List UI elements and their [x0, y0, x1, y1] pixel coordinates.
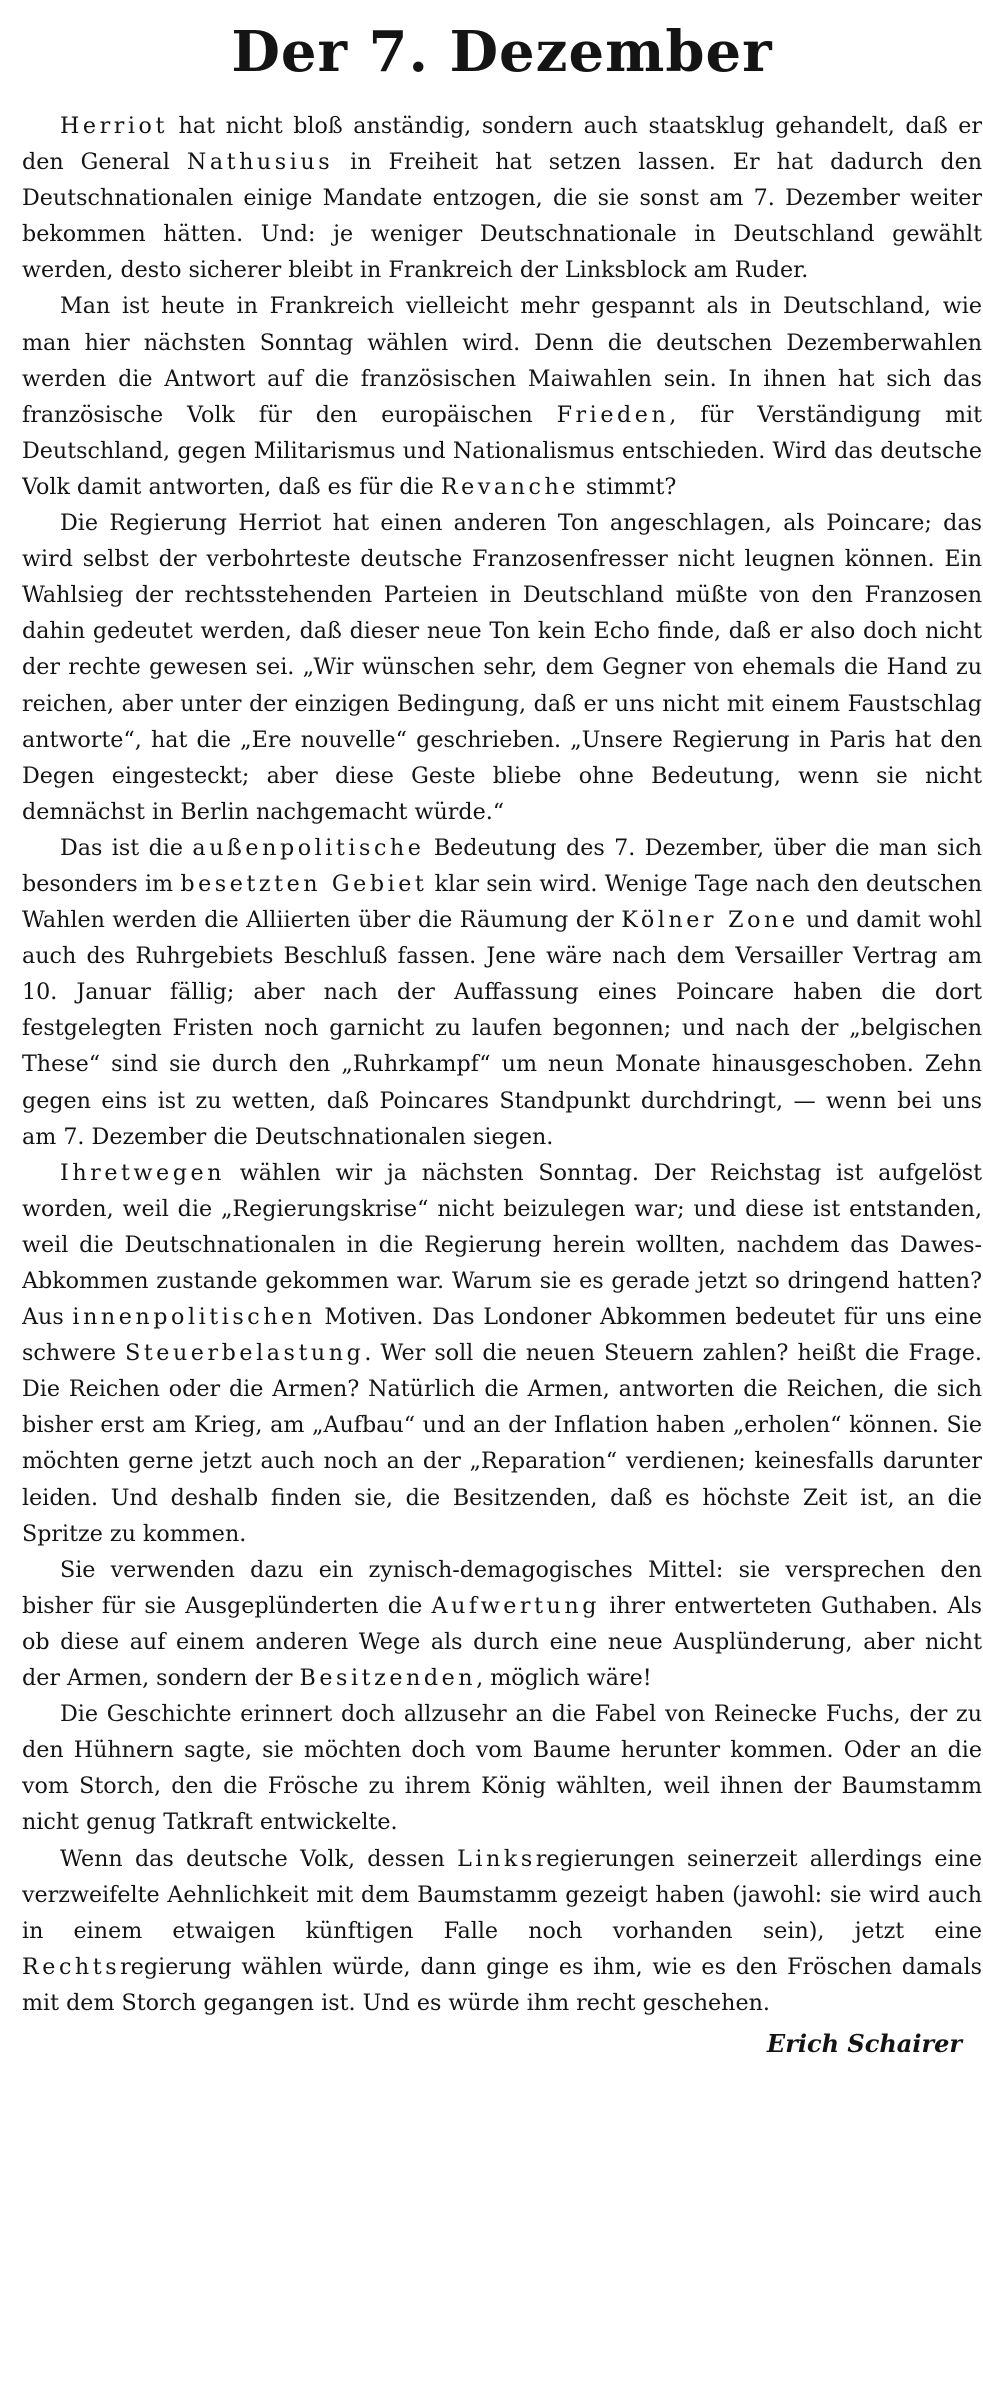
- article-paragraph: [22, 830, 982, 1155]
- paragraph-text: klar sein wird. Wenige Tage nach den deutschen Wahlen werden die Alliierten über die Räumung der: [22, 870, 982, 934]
- newspaper-article: [22, 10, 982, 2395]
- emphasized-term: Ihretwegen: [60, 1159, 225, 1186]
- emphasized-term: Revanche: [440, 473, 579, 500]
- emphasized-term: Besitzenden: [299, 1665, 477, 1692]
- emphasized-term: innenpolitischen: [72, 1304, 316, 1331]
- paragraph-text: Die Geschichte erinnert doch allzusehr an die Fabel von Reinecke Fuchs, der zu den Hühnern sagte, sie möchten doch vom Baume herunter kommen. Oder an die vom Storch, den die Frösche zu ihrem König wählten, weil ihnen der Baumstamm nicht genug Tatkraft entwickelte.: [22, 1701, 982, 1836]
- paragraph-text: Bedeutung des 7. Dezember, über die man sich besonders im: [22, 834, 982, 897]
- article-paragraph: [22, 288, 982, 505]
- paragraph-text: ihrer entwerteten Guthaben. Als ob diese auf einem anderen Wege als durch eine neue Ausplünderung, aber nicht der Armen, sondern der: [22, 1592, 982, 1692]
- author-signature: Erich Schairer: [766, 2028, 962, 2058]
- paragraph-text: Wenn das deutsche Volk, dessen: [60, 1845, 458, 1872]
- article-paragraph: [22, 108, 982, 288]
- paragraph-text: Motiven. Das Londoner Abkommen bedeutet für uns eine schwere: [22, 1304, 982, 1367]
- paragraph-text: , möglich wäre!: [476, 1665, 652, 1692]
- paragraph-text: Das ist die: [60, 834, 193, 861]
- emphasized-term: Frieden: [556, 401, 670, 428]
- paragraph-text: regierung wählen würde, dann ginge es ihm, wie es den Fröschen damals mit dem Storch gegangen ist. Und es würde ihm recht geschehen.: [22, 1953, 982, 2016]
- article-headline: Der 7. Dezember: [231, 19, 773, 85]
- emphasized-term: außenpolitische: [192, 834, 425, 861]
- paragraph-text: regierungen seinerzeit allerdings eine verzweifelte Aehnlichkeit mit dem Baumstamm gezeigt haben (jawohl: sie wird auch in einem etwaigen künftigen Falle noch vorhanden sein), jetzt eine: [22, 1845, 982, 1944]
- paragraph-text: Man ist heute in Frankreich vielleicht mehr gespannt als in Deutschland, wie man hier nächsten Sonntag wählen wird. Denn die deutschen Dezemberwahlen werden die Antwort auf die französischen Maiwahlen sein. In ihnen hat sich das französische Volk für den europäischen: [22, 293, 982, 428]
- paragraph-text: wählen wir ja nächsten Sonntag. Der Reichstag ist aufgelöst worden, weil die „Regierungskrise“ nicht beizulegen war; und diese ist entstanden, weil die Deutschnationalen in die Regierung herein wollten, nachdem das Dawes-Abkommen zustande gekommen war. Warum sie es gerade jetzt so dringend hatten? Aus: [22, 1159, 982, 1331]
- emphasized-term: Steuerbelastung: [125, 1340, 365, 1367]
- emphasized-term: Nathusius: [186, 149, 334, 176]
- paragraph-text: . Wer soll die neuen Steuern zahlen? heißt die Frage. Die Reichen oder die Armen? Natürlich die Armen, antworten die Reichen, die sich bisher erst am Krieg, am „Aufbau“ und an der Inflation haben „erholen“ können. Sie möchten gerne jetzt auch noch an der „Reparation“ verdienen; keinesfalls darunter leiden. Und deshalb finden sie, die Besitzenden, daß es höchste Zeit ist, an die Spritze zu kommen.: [22, 1340, 982, 1547]
- article-paragraph: [22, 1155, 982, 1552]
- paragraph-text: in Freiheit hat setzen lassen. Er hat dadurch den Deutschnationalen einige Mandate entzogen, die sie sonst am 7. Dezember weiter bekommen hätten. Und: je weniger Deutschnationale in Deutschland gewählt werden, desto sicherer bleibt in Frankreich der Linksblock am Ruder.: [22, 149, 982, 284]
- emphasized-term: Herriot: [60, 113, 168, 139]
- emphasized-term: besetzten Gebiet: [180, 870, 428, 897]
- article-paragraph: [22, 505, 982, 830]
- article-paragraph: [22, 1696, 982, 1840]
- paragraph-text: , für Verständigung mit Deutschland, gegen Militarismus und Nationalismus entschieden. Wird das deutsche Volk damit antworten, daß es für die: [22, 401, 982, 500]
- paragraph-text: hat nicht bloß anständig, sondern auch staatsklug gehandelt, daß er den General: [22, 113, 982, 176]
- article-body: [22, 108, 982, 2021]
- paragraph-text: Die Regierung Herriot hat einen anderen Ton angeschlagen, als Poincare; das wird selbst der verbohrteste deutsche Franzosenfresser nicht leugnen können. Ein Wahlsieg der rechtsstehenden Parteien in Deutschland müßte von den Franzosen dahin gedeutet werden, daß dieser neue Ton kein Echo finde, daß er also doch nicht der rechte gewesen sei. „Wir wünschen sehr, dem Gegner von ehemals die Hand zu reichen, aber unter der einzigen Bedingung, daß er uns nicht mit einem Faustschlag antworte“, hat die „Ere nouvelle“ geschrieben. „Unsere Regierung in Paris hat den Degen eingesteckt; aber diese Geste bliebe ohne Bedeutung, wenn sie nicht demnächst in Berlin nachgemacht würde.“: [22, 510, 982, 825]
- article-paragraph: [22, 1841, 982, 2021]
- emphasized-term: Links: [457, 1845, 536, 1872]
- emphasized-term: Kölner Zone: [621, 907, 799, 934]
- paragraph-text: Sie verwenden dazu ein zynisch-demagogisches Mittel: sie versprechen den bisher für sie Ausgeplünderten die: [22, 1556, 982, 1619]
- emphasized-term: Aufwertung: [431, 1592, 600, 1619]
- paragraph-text: stimmt?: [578, 473, 677, 500]
- article-paragraph: [22, 1552, 982, 1696]
- emphasized-term: Rechts: [22, 1953, 121, 1980]
- paragraph-text: und damit wohl auch des Ruhrgebiets Beschluß fassen. Jene wäre nach dem Versailler Vertrag am 10. Januar fällig; aber nach der Auffassung eines Poincare haben die dort festgelegten Fristen noch garnicht zu laufen begonnen; und nach der „belgischen These“ sind sie durch den „Ruhrkampf“ um neun Monate hinausgeschoben. Zehn gegen eins ist zu wetten, daß Poincares Standpunkt durchdringt, — wenn bei uns am 7. Dezember die Deutschnationalen siegen.: [22, 907, 982, 1150]
